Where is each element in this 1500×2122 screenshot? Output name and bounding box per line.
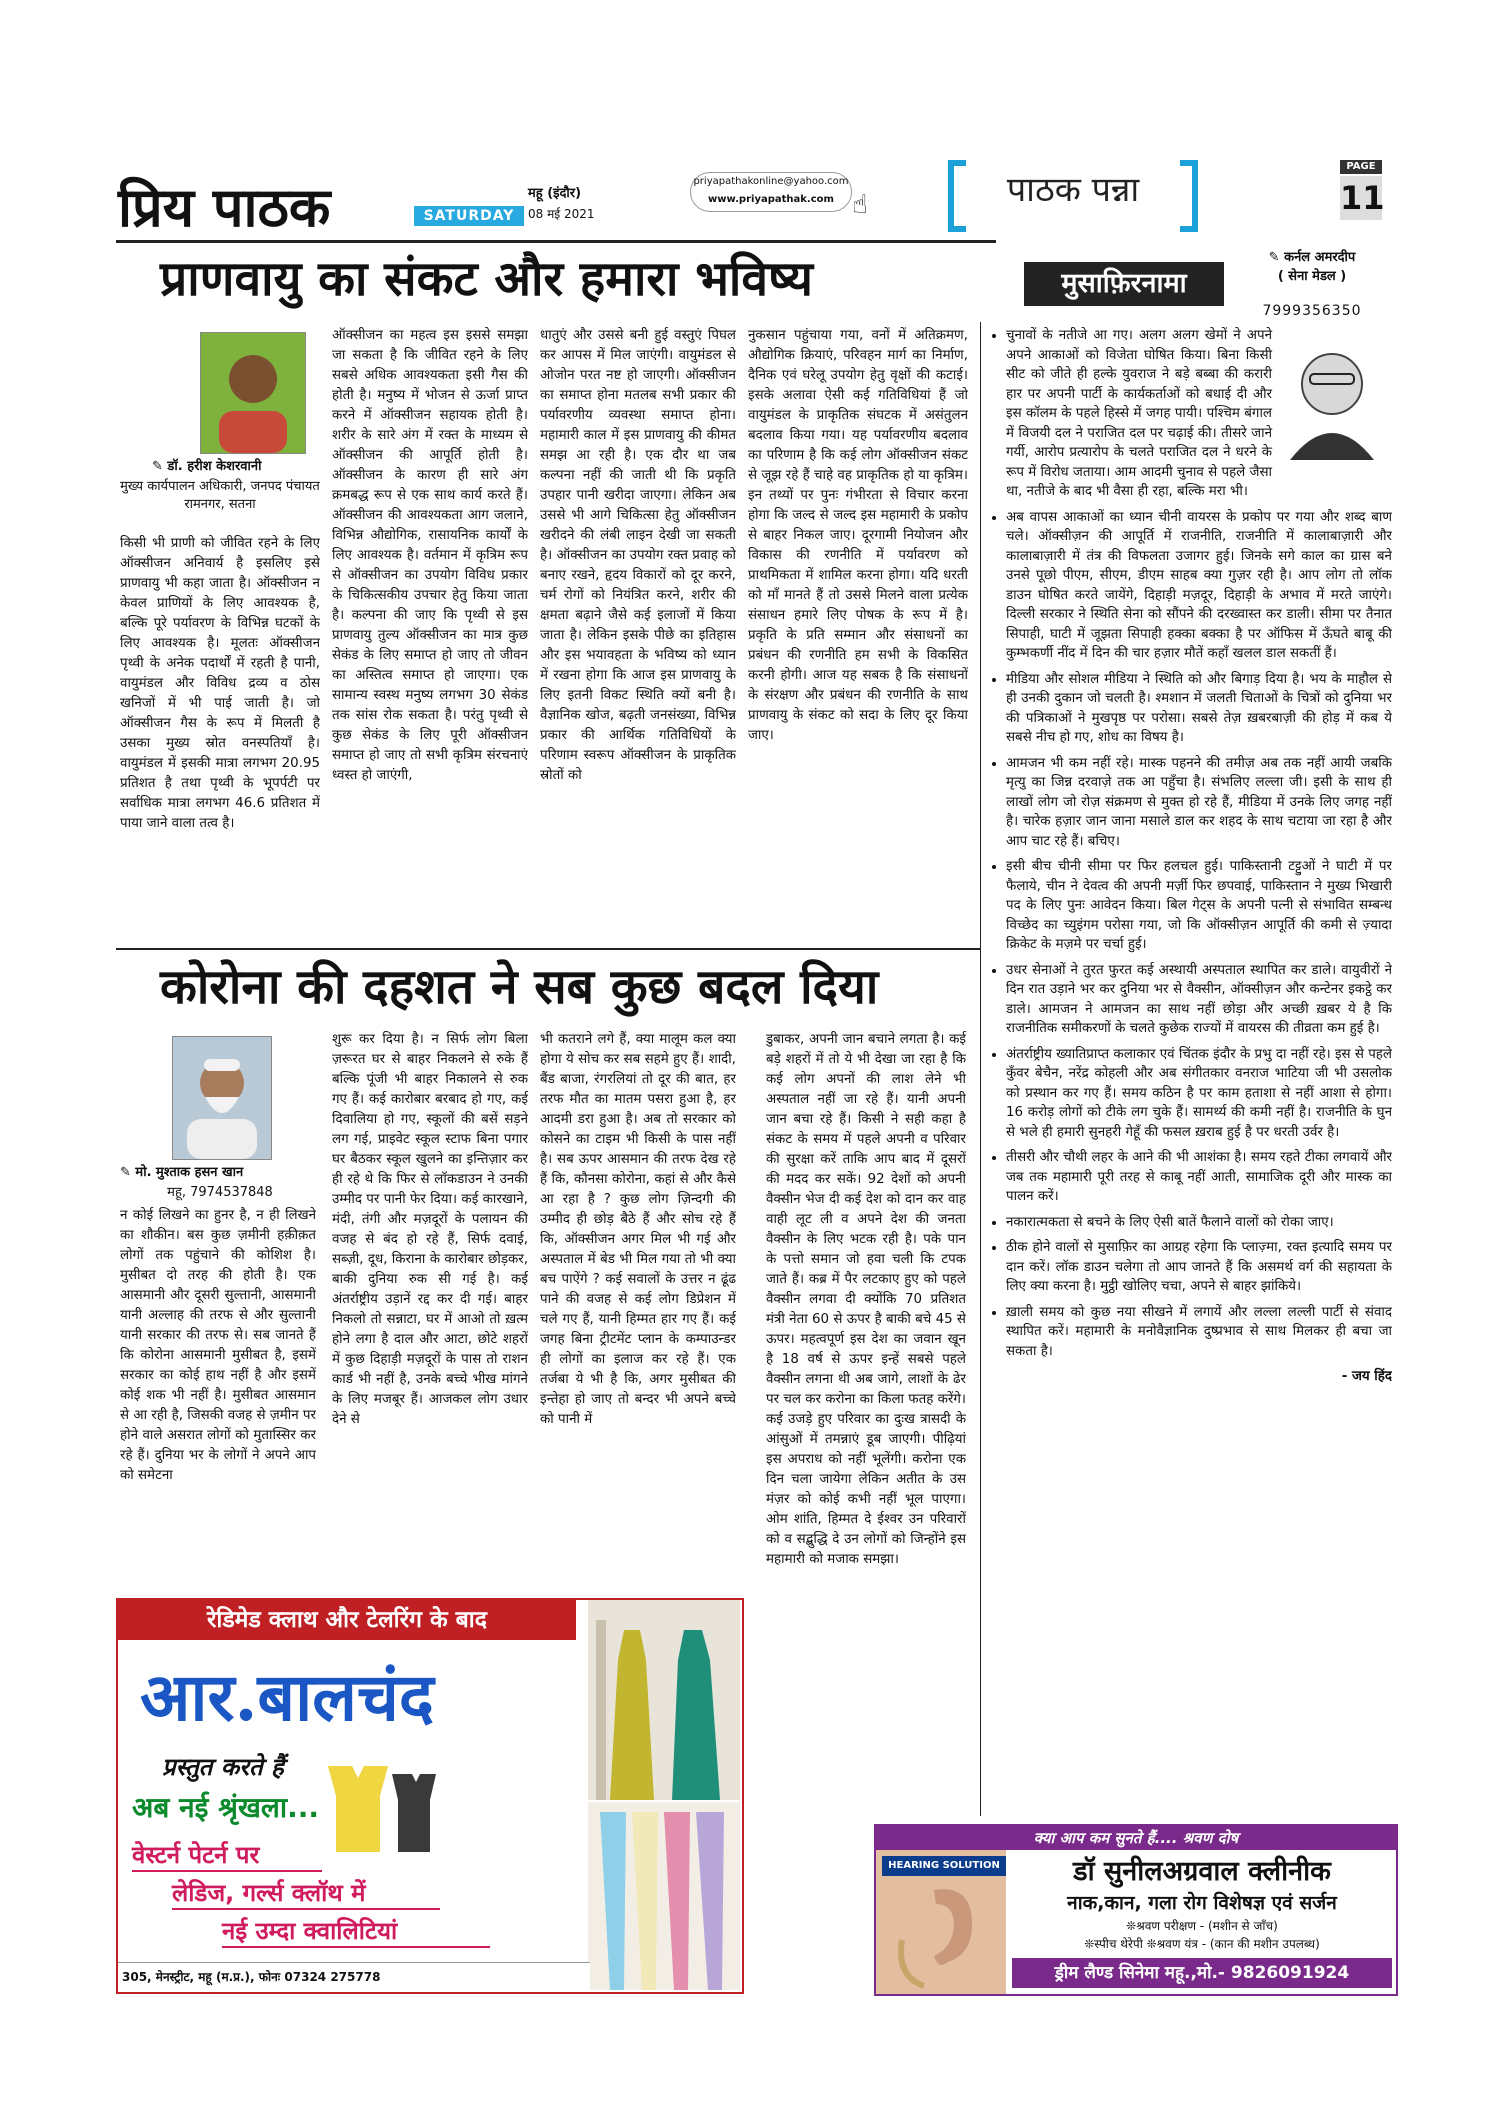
ad-banner: रेडिमेड क्लाथ और टेलरिंग के बाद — [118, 1600, 576, 1640]
article1-column-3: धातुएं और उससे बनी हुई वस्तुएं पिघल कर आपस में मिल जाएंगी। वायुमंडल से ओजोन परत नष्ट हो जाएगी। ऑक्सीजन का समाप्त होना मतलब सभी प्रकार की पर्यावरणीय व्यवस्था समाप्त होना। महामारी काल में इस प्राणवायु की कीमत समझ आ रही है। एक दौर था जब कल्पना नहीं की जाती थी कि प्रकृति उपहार पानी खरीदा जाएगा। लेकिन अब उससे भी आगे चिकित्सा हेतु ऑक्सीजन खरीदने की लंबी लाइन देखी जा सकती है। ऑक्सीजन का उपयोग रक्त प्रवाह को बनाए रखने, हृदय विकारों को दूर करने, चर्म रोगों को नियंत्रित करने, शरीर की क्षमता बढ़ाने जैसे कई इलाजों में किया जाता है। लेकिन इसके पीछे का इतिहास और इस भयावहता के भविष्य को ध्यान में रखना होगा कि आज इस प्राणवायु के लिए इतनी विकट स्थिति क्यों बनी है। वैज्ञानिक खोज, बढ़ती जनसंख्या, विभिन्न प्रकार की आर्थिक गतिविधियों के परिणाम स्वरूप ऑक्सीजन के प्राकृतिक स्रोतों को — [540, 328, 736, 783]
column-signoff: - जय हिंद — [1341, 1369, 1392, 1384]
contact-box — [690, 172, 852, 212]
clinic-service: ❊श्रवण परीक्षण - (मशीन से जाँच) — [1126, 1919, 1278, 1933]
column-bullet: • मीडिया और सोशल मीडिया ने स्थिति को और बिगाड़ दिया है। भय के माहौल से ही उनकी दुकान जो चलती है। श्मशान में जलती चिताओं के चित्रों को दुनिया भर की पत्रिकाओं ने मुखपृष्ठ पर परोसा। सबसे तेज़ ख़बरबाज़ी की होड़ में कब ये सबसे नीच हो गए, शोध का विषय है। — [1006, 670, 1392, 748]
column-bullet: • उधर सेनाओं ने तुरत फुरत कई अस्थायी अस्पताल स्थापित कर डाले। वायुवीरों ने दिन रात उड़ाने भर कर दुनिया भर से वैक्सीन, ऑक्सीज़न और कन्टेनर इकट्ठे कर डाले। आमजन ने आमजन का साथ नहीं छोड़ा और अच्छी ख़बर ये है कि राजनीतिक समीकरणों के चलते कुछेक राज्यों में वायरस की तीव्रता कम हुई है। — [1006, 961, 1392, 1039]
column-bullet: • आमजन भी कम नहीं रहे। मास्क पहनने की तमीज़ अब तक नहीं आयी जबकि मृत्यु का जिन्न दरवाज़े तक आ पहुँचा है। संभलिए लल्ला जी। इसी के साथ ही लाखों लोग जो रोज़ संक्रमण से मुक्त हो रहे हैं, मीडिया में उनके लिए जगह नहीं है। चारेक हज़ार जान जाना मसाले डाल कर शहद के साथ चटाया जा रहा है और आप चाट रहे हैं। बचिए। — [1006, 754, 1392, 852]
article-divider — [116, 948, 980, 950]
column-bullets — [992, 326, 1392, 1816]
page-number: 11 — [1340, 176, 1382, 220]
article1-column-1: किसी भी प्राणी को जीवित रहने के लिए ऑक्सीजन अनिवार्य है इसलिए इसे प्राणवायु भी कहा जाता है। ऑक्सीजन न केवल प्राणियों के लिए आवश्यक है, बल्कि पूरे पर्यावरण के विभिन्न घटकों के लिए आवश्यक है। मूलतः ऑक्सीजन पृथ्वी के अनेक पदार्थों में रहती है पानी, वायुमंडल और विविध द्रव्य व ठोस खनिजों में भी पाई जाती है। जो ऑक्सीजन गैस के रूप में मिलती है उसका मुख्य स्रोत वनस्पतियाँ है। वायुमंडल में इसकी मात्रा लगभग 20.95 प्रतिशत है तथा पृथ्वी के भूपर्पटी पर सर्वाधिक मात्रा लगभग 46.6 प्रतिशत में पाया जाने वाला तत्व है। — [120, 536, 320, 831]
contact-website[interactable]: www.priyapathak.com — [708, 194, 834, 205]
hearing-solution-badge: HEARING SOLUTION — [882, 1856, 1006, 1876]
article1-column-4: नुकसान पहुंचाया गया, वनों में अतिक्रमण, औद्योगिक क्रियाएं, परिवहन मार्ग का निर्माण, दैनिक एवं घरेलू उपयोग हेतु वृक्षों की कटाई। इसके अलावा ऐसी कई गतिविधियां हैं जो वायुमंडल के प्राकृतिक संघटक में असंतुलन बदलाव किया गया। यह पर्यावरणीय बदलाव का परिणाम है कि कई लोग ऑक्सीजन संकट से जूझ रहे हैं चाहे वह प्राकृतिक हो या कृत्रिम। इन तथ्यों पर पुनः गंभीरता से विचार करना होगा कि जल्द से जल्द इस महामारी के प्रकोप से बाहर निकल जाए। दूरगामी नियोजन और विकास की रणनीति में पर्यावरण को प्राथमिकता में शामिल करना होगा। यदि धरती को माँ मानते हैं तो उससे मिलने वाला प्रत्येक संसाधन हमारे लिए पोषक के रूप में है। प्रकृति के प्रति सम्मान और संसाधनों का प्रबंधन की रणनीति हम सभी के विकसित करनी होगी। आज यह सबक है कि संसाधनों के संरक्षण और प्रबंधन की रणनीति के साथ प्राणवायु के संकट को सदा के लिए दूर किया जाए। — [748, 328, 968, 743]
ad-underline — [172, 1908, 440, 1910]
clothing-advertisement[interactable] — [116, 1598, 744, 1994]
author1-byline — [152, 458, 320, 476]
column-bullet: • अब वापस आकाओं का ध्यान चीनी वायरस के प्रकोप पर गया और शब्द बाण चले। ऑक्सीज़न की आपूर्ति में राजनीति, राजनीति में कालाबाज़ारी और कालाबाज़ारी में तंत्र की विफलता उजागर हुई। जिनके सगे काल का ग्रास बने उनसे पूछो पीएम, सीएम, डीएम साहब क्या गुज़र रही है। आप लोग तो लॉक डाउन घोषित करते जायेंगे, दिहाड़ी मज़दूर, दिहाड़ी के अभाव में मरते जाएंगे। दिल्ली सरकार ने स्थिति सेना को सौंपने की दरख्वास्त कर डाली। सीमा पर तैनात सिपाही, घाटी में जूझता सिपाही हक्का बक्का है पर ऑफिस में ऊँघते बाबू की कुम्भकर्णी नींद में दिन की चार हज़ार मौतें कहाँ खलल डाल सकतीं हैं। — [1006, 508, 1392, 664]
column-bullet: • अंतर्राष्ट्रीय ख्यातिप्राप्त कलाकार एवं चिंतक इंदौर के प्रभु दा नहीं रहे। इस से पहले कुँवर बेचैन, नरेंद्र कोहली और अब संगीतकार वनराज भाटिया जी भी उसलोक को प्रस्थान कर गए हैं। समय कठिन है पर काम हताशा से नहीं आशा से होगा। 16 करोड़ लोगों को टीके लग चुके हैं। सामर्थ्य की कमी नहीं है। राजनीति के घुन से भले ही हमारी सुनहरी गेहूँ की फसल ख़राब हुई है पर धरती उर्वर है। — [1006, 1045, 1392, 1143]
pen-icon: ✎ — [152, 459, 168, 474]
jeans-photo — [588, 1802, 740, 1990]
column-bullet: • चुनावों के नतीजे आ गए। अलग अलग खेमों ने अपने अपने आकाओं को विजेता घोषित किया। बिना किसी सीट को जीते ही हल्के युवराज ने बड़े बब्बा की करारी हार पर अपनी पार्टी के कार्यकर्ताओं को बधाई दी और इस कॉलम के पहले हिस्से में जगह पायी। पश्चिम बंगाल में विजयी दल ने पराजित दल पर चढ़ाई की। तीसरे जाने गर्यी, आरोप प्रत्यारोप के चलते पराजित दल ने धरने के रूप में विरोध जताया। आम आदमी चुनाव से पहले जैसा था, नतीजे के बाद भी वैसा ही रहा, बल्कि मरा भी। — [1006, 326, 1392, 502]
clinic-specialty: नाक,कान, गला रोग विशेषज्ञ एवं सर्जन — [1067, 1892, 1337, 1914]
ad-tagline: प्रस्तुत करते हैं — [162, 1753, 284, 1781]
article1-column-2: ऑक्सीजन का महत्व इस इससे समझा जा सकता है कि जीवित रहने के लिए सबसे अधिक आवश्यकता इसी गैस की होती है। मनुष्य में भोजन से ऊर्जा प्राप्त करने में ऑक्सीजन सहायक होती है। शरीर के सारे अंग में रक्त के माध्यम से ऑक्सीजन की आपूर्ति होती है। ऑक्सीजन के कारण ही सारे अंग क्रमबद्ध रूप से एक साथ कार्य करते हैं। ऑक्सीजन की आवश्यकता आग जलाने, विभिन्न औद्योगिक, रासायनिक कार्यों के लिए आवश्यक है। वर्तमान में कृत्रिम रूप से ऑक्सीजन का उपयोग विविध प्रकार के चिकित्सकीय उपचार हेतु किया जाता है। कल्पना की जाए कि पृथ्वी से इस प्राणवायु तुल्य ऑक्सीजन का मात्र कुछ सेकंड के लिए समाप्त हो जाए तो जीवन का अस्तित्व समाप्त हो जाएगा। एक सामान्य स्वस्थ मनुष्य लगभग 30 सेकंड तक सांस रोक सकता है। परंतु पृथ्वी से कुछ सेकंड के लिए पूरी ऑक्सीजन समाप्त हो जाए तो सभी कृत्रिम संरचनाएं ध्वस्त हो जाएंगी, — [332, 328, 528, 783]
ad-underline — [222, 1946, 490, 1948]
pen-icon: ✎ — [1268, 250, 1285, 265]
author2-contact: महू, 7974537848 — [167, 1185, 273, 1200]
column-author-medal: ( सेना मेडल ) — [1277, 269, 1347, 284]
clinic-banner: क्या आप कम सुनते हैं.... श्रवण दोष — [876, 1826, 1396, 1850]
page-label: PAGE — [1340, 160, 1382, 174]
mannequin-photo — [588, 1600, 740, 1800]
hand-pointer-icon: ☝ — [852, 190, 868, 220]
article1-headline: प्राणवायु का संकट और हमारा भविष्य — [160, 251, 813, 307]
clinic-address: ड्रीम लैण्ड सिनेमा महू.,मो.- 9826091924 — [1012, 1958, 1392, 1988]
author2-byline — [120, 1164, 320, 1182]
article2-headline: कोरोना की दहशत ने सब कुछ बदल दिया — [160, 959, 879, 1015]
ad-brand: आर.बालचंद — [140, 1658, 434, 1736]
column-bullet: • इसी बीच चीनी सीमा पर फिर हलचल हुई। पाकिस्तानी टट्टुओं ने घाटी में पर फैलाये, चीन ने देवत्व की अपनी मर्ज़ी फिर छपवाई, पाकिस्तान ने मुख्य भिखारी पद के लिए पुनः आवेदन किया। बिल गेट्स के अपनी पत्नी से संभावित सम्बन्ध विच्छेद का च्युइंगम परोसा गया, जो कि ऑक्सीज़न आपूर्ति की कमी से ज़्यादा क्रिकेट के मज़मे पर चर्चा हुई। — [1006, 857, 1392, 955]
clinic-advertisement[interactable] — [874, 1824, 1398, 1996]
top-icon — [308, 1756, 438, 1856]
tops-photo — [308, 1756, 438, 1856]
masthead-title: प्रिय पाठक — [118, 175, 331, 239]
person-silhouette-icon — [173, 1037, 271, 1159]
masthead-date: 08 मई 2021 — [528, 207, 595, 221]
clinic-service: ❊स्पीच थेरेपी ❊श्रवण यंत्र - (कान की मशीन उपलब्ध) — [1084, 1937, 1320, 1951]
column-bullet: • ख़ाली समय को कुछ नया सीखने में लगायें और लल्ला लल्ली पार्टी से संवाद स्थापित करें। महामारी के मनोवैज्ञानिक दुष्प्रभाव से साथ मिलकर ही बचा जा सकता है। — [1006, 1303, 1392, 1362]
person-silhouette-icon — [201, 333, 305, 453]
column-author-phone: 7999356350 — [1262, 303, 1362, 319]
masthead-day: SATURDAY — [414, 206, 524, 226]
column-title: मुसाफ़िरनामा — [1024, 262, 1224, 306]
contact-email[interactable]: priyapathakonline@yahoo.com — [693, 176, 849, 187]
ad-underline — [132, 1870, 322, 1872]
column-author-name: कर्नल अमरदीप — [1284, 250, 1356, 265]
jeans-icon — [588, 1802, 740, 1990]
section-title: पाठक पन्ना — [948, 160, 1198, 220]
article2-column-4: डुबाकर, अपनी जान बचाने लगता है। कई बड़े शहरों में तो ये भी देखा जा रहा है कि कई लोग अपनों की लाश लेने भी अस्पताल नहीं जा रहे हैं। यानी अपनी जान बचा रहे हैं। किसी ने सही कहा है संकट के समय में पहले अपनी व परिवार की सुरक्षा करें ताकि आप बाद में दूसरों की मदद कर सकें। 92 देशों को अपनी वैक्सीन भेज दी कई देश को दान कर वाह वाही लूट ली व अपने देश की जनता वैक्सीन के लिए भटक रही है। पके पान के पत्तो समान जो हवा चली कि टपक जाते हैं। कब्र में पैर लटकाए हुए को पहले वैक्सीन लगवा दी क्योंकि 70 प्रतिशत मंत्री नेता 60 से ऊपर है बाकी बचे 45 से ऊपर। महत्वपूर्ण इस देश का जवान खून है 18 वर्ष से ऊपर इन्हें सबसे पहले वैक्सीन लगना थी अब जागे, लाशों के ढेर पर चल कर करोना का किला फतह करेंगे। कई उजड़े हुए परिवार का दुःख त्रासदी के आंसुओं में तमन्नाएं डूब जाएगी। पीढ़ियां इस अपराध को नहीं भूलेंगी। करोना एक दिन चला जायेगा लेकिन अतीत के उस मंज़र को कोई कभी नहीं भूल पाएगा। ओम शांति, हिम्मत दे ईश्वर उन परिवारों को व सद्बुद्धि दे उन लोगों को जिन्होंने इस महामारी को मजाक समझा। — [766, 1032, 966, 1567]
column-bullet: • नकारात्मकता से बचने के लिए ऐसी बातें फैलाने वालों को रोका जाए। — [1006, 1213, 1392, 1233]
column-author — [1232, 248, 1392, 286]
author2-photo — [172, 1036, 272, 1160]
article2-column-3: भी कतराने लगे हैं, क्या मालूम कल क्या होगा ये सोच कर सब सहमे हुए हैं। शादी, बैंड बाजा, रंगरलियां तो दूर की बात, हर तरफ मौत का मातम पसरा हुआ है, हर आदमी डरा हुआ है। अब तो सरकार को कोसने का टाइम भी किसी के पास नहीं है। सब ऊपर आसमान की तरफ देख रहे हैं कि, कौनसा कोरोना, कहां से और कैसे आ रहा है ? कुछ लोग ज़िन्दगी की उम्मीद ही छोड़ बैठे हैं और सोच रहे हैं कि, ऑक्सीजन अगर मिल भी गई और अस्पताल में बेड भी मिल गया तो भी क्या बच पाऐंगे ? कई सवालों के उत्तर न ढूंढ पाने की वजह से कई लोग डिप्रेशन में चले गए हैं, यानी हिम्मत हार गए हैं। कई जगह बिना ट्रीटमेंट प्लान के कम्पाउन्डर ही लोगों का इलाज कर रहे हैं। एक तर्जबा ये भी है कि, अगर मुसीबत की इन्तेहा हो जाए तो बन्दर भी अपने बच्चे को पानी में — [540, 1032, 736, 1427]
article2-column-1: न कोई लिखने का हुनर है, न ही लिखने का शौकीन। बस कुछ ज़मीनी हक़ीक़त लोगों तक पहुंचाने की कोशिश है। मुसीबत दो तरह की होती है। एक आसमानी और दूसरी सुल्तानी, आसमानी यानी अल्लाह की तरफ से और सुल्तानी यानी सरकार की तरफ से। सब जानते हैं कि कोरोना आसमानी मुसीबत है, इसमें सरकार का कोई हाथ नहीं है और इसमें कोई शक भी नहीं है। मुसीबत आसमान से आ रही है, जिसकी वजह से ज़मीन पर होने वाले असरात लोगों को मुतास्सिर कर रहे हैं। दुनिया भर के लोगों ने अपने आप को समेटना — [120, 1208, 316, 1483]
masthead-rule — [116, 240, 996, 243]
article2-column-2: शुरू कर दिया है। न सिर्फ लोग बिला ज़रूरत घर से बाहर निकलने से रुके हैं बल्कि पूंजी भी बाहर निकालने से रुक गए हैं। कई कारोबार बरबाद हो गए, कई दिवालिया हो गए, स्कूलों की बसें सड़ने लग गई, प्राइवेट स्कूल स्टाफ बिना पगार घर बैठकर स्कूल खुलने का इन्तिज़ार कर ही रहे थे कि फिर से लॉकडाउन ने उनकी उम्मीद पर पानी फेर दिया। कई कारखाने, मंदी, तंगी और मज़दूरों के पलायन की वजह से बंद हो रहे हैं, सिर्फ दवाई, सब्ज़ी, दूध, किराना के कारोबार छोड़कर, बाकी दुनिया रुक सी गई है। कई अंतर्राष्ट्रीय उड़ानें रद्द कर दी गई। बाहर निकलो तो सन्नाटा, घर में आओ तो ख़त्म होने लगा है दाल और आटा, छोटे शहरों में कुछ दिहाड़ी मज़दूरों के पास तो राशन कार्ड भी नहीं है, उनके बच्चे भीख मांगने के लिए मजबूर हैं। आजकल लोग उधार देने से — [332, 1032, 528, 1427]
pen-icon: ✎ — [120, 1165, 136, 1180]
ad-line: नई उम्दा क्वालिटियां — [222, 1917, 398, 1945]
clinic-name: डॉ सुनीलअग्रवाल क्लीनीक — [1073, 1856, 1331, 1887]
dress-icon — [588, 1600, 740, 1800]
column-bullet: • तीसरी और चौथी लहर के आने की भी आशंका है। समय रहते टीका लगवायें और जब तक महामारी पूरी तरह से काबू नहीं आती, सामाजिक दूरी और मास्क का पालन करें। — [1006, 1148, 1392, 1207]
column-bullet: • ठीक होने वालों से मुसाफ़िर का आग्रह रहेगा कि प्लाज़्मा, रक्त इत्यादि समय पर दान करें। लॉक डाउन चलेगा तो आप जानते हैं कि असमर्थ वर्ग की सहायता के लिए क्या करना है। मुट्ठी खोलिए चचा, अपने से बाहर झांकिये। — [1006, 1238, 1392, 1297]
ad-line: वेस्टर्न पेटर्न पर — [132, 1841, 260, 1869]
masthead-place: महू (इंदौर) — [528, 186, 582, 201]
ad-address: 305, मेनस्ट्रीट, महू (म.प्र.), फोनः 07324 275778 — [118, 1962, 590, 1991]
author1-designation: मुख्य कार्यपालन अधिकारी, जनपद पंचायत रामनगर, सतना — [120, 479, 320, 512]
column-divider — [980, 322, 981, 1816]
author2-name: मो. मुश्ताक हसन खान — [135, 1165, 244, 1180]
ad-new-range: अब नई श्रृंखला... — [132, 1791, 320, 1824]
author1-name: डॉ. हरीश केशरवानी — [167, 459, 262, 474]
ad-line: लेडिज, गर्ल्स क्लॉथ में — [172, 1879, 366, 1907]
author1-photo — [200, 332, 306, 454]
